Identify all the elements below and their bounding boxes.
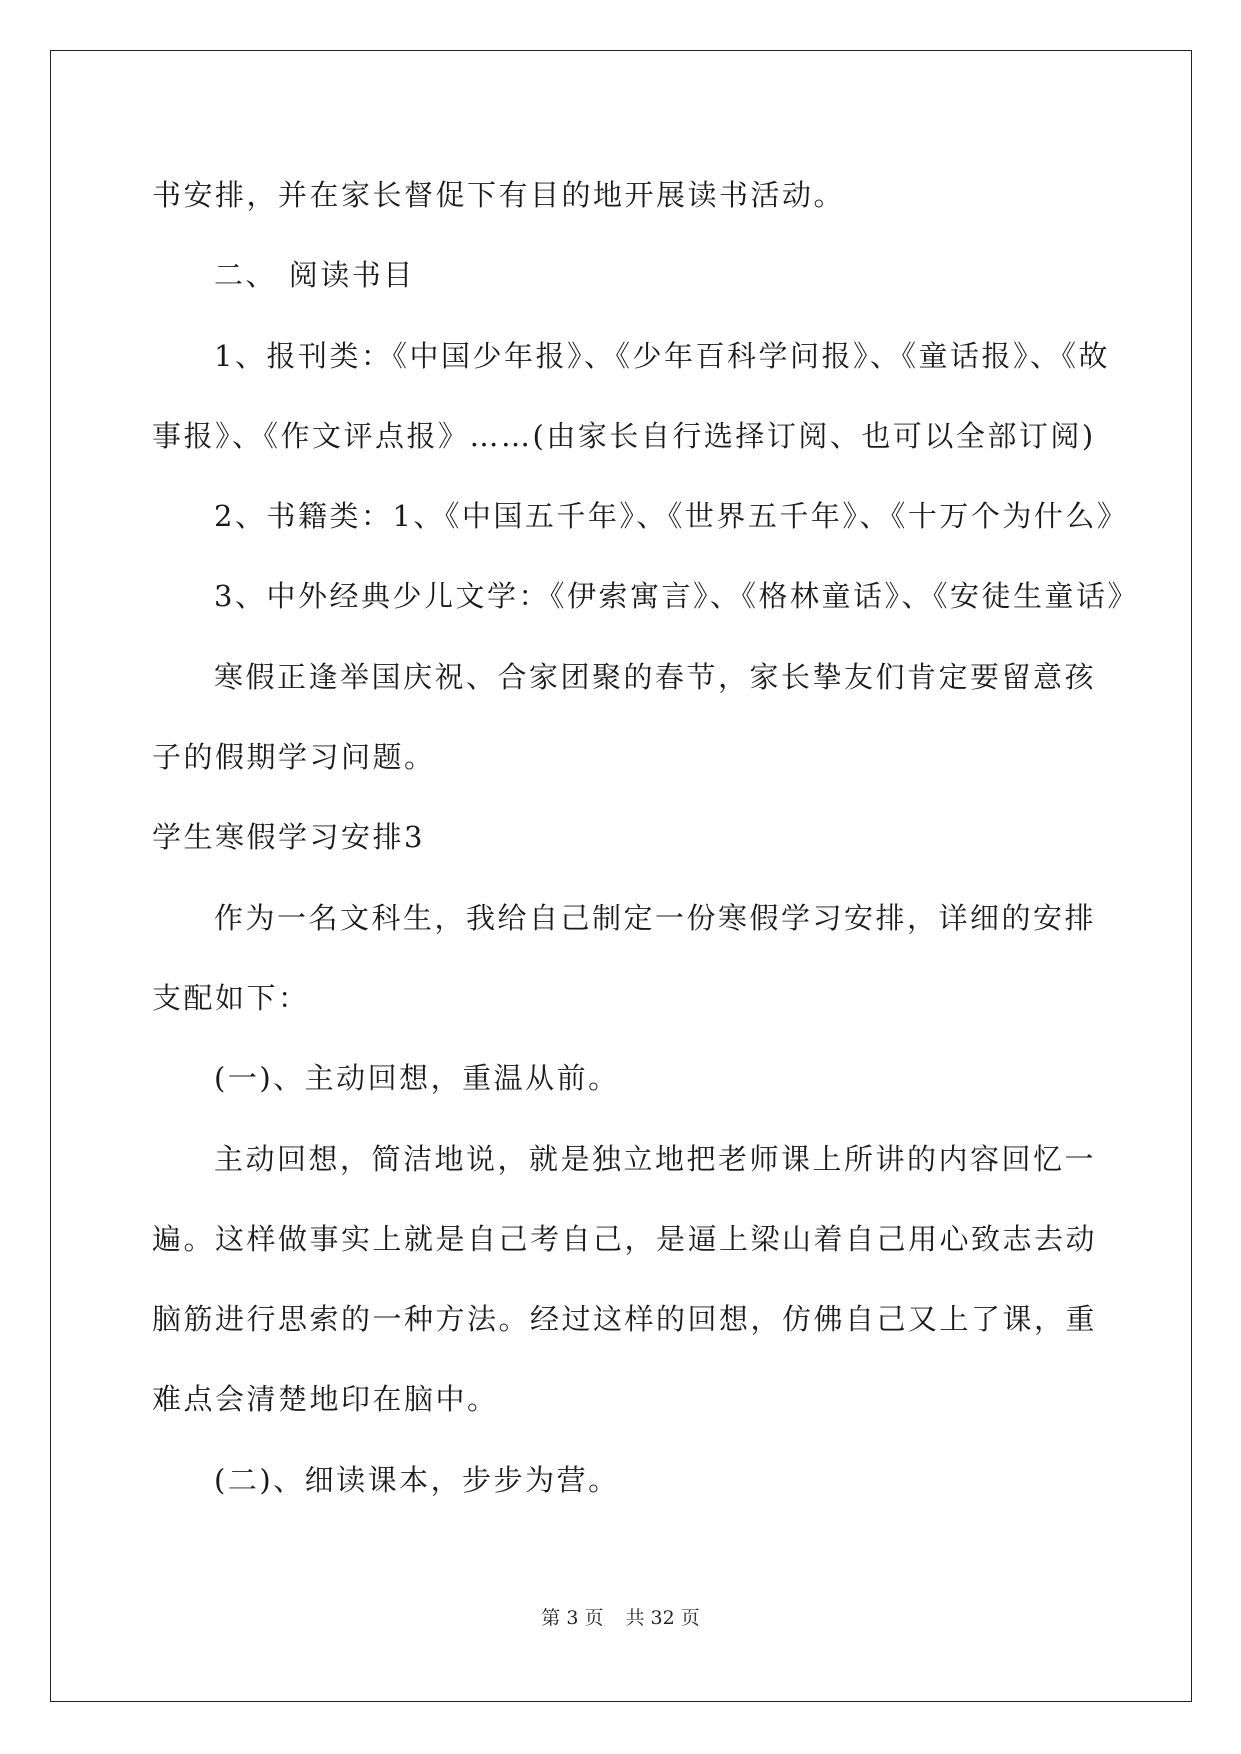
text-line: 二、 阅读书目 — [214, 258, 415, 293]
text-line: (二)、细读课本，步步为营。 — [214, 1462, 620, 1497]
page-footer — [0, 1603, 1241, 1630]
text-line: 难点会清楚地印在脑中。 — [152, 1382, 499, 1417]
text-line: 作为一名文科生，我给自己制定一份寒假学习安排，详细的安排 — [214, 900, 1097, 935]
text-line: (一)、主动回想，重温从前。 — [214, 1061, 620, 1096]
document-body — [152, 155, 1139, 1520]
text-line: 遍。这样做事实上就是自己考自己，是逼上梁山着自己用心致志去动 — [152, 1221, 1098, 1256]
page-total: 共 32 页 — [625, 1607, 700, 1629]
text-line: 寒假正逢举国庆祝、合家团聚的春节，家长挚友们肯定要留意孩 — [214, 659, 1097, 694]
text-line: 事报》、《作文评点报》……(由家长自行选择订阅、也可以全部订阅) — [152, 418, 1096, 453]
text-line: 2、书籍类：1、《中国五千年》、《世界五千年》、《十万个为什么》 — [214, 499, 1129, 534]
page-number: 第 3 页 — [541, 1607, 604, 1629]
text-line: 书安排，并在家长督促下有目的地开展读书活动。 — [152, 178, 846, 212]
text-line: 1、报刊类：《中国少年报》、《少年百科学问报》、《童话报》、《故 — [214, 338, 1110, 373]
text-line: 学生寒假学习安排3 — [152, 820, 425, 855]
text-line: 主动回想，简洁地说，就是独立地把老师课上所讲的内容回忆一 — [214, 1141, 1097, 1176]
text-line: 脑筋进行思索的一种方法。经过这样的回想，仿佛自己又上了课，重 — [152, 1302, 1098, 1337]
text-line: 支配如下： — [152, 980, 310, 1015]
text-line: 3、中外经典少儿文学：《伊索寓言》、《格林童话》、《安徒生童话》 — [214, 579, 1139, 614]
text-line: 子的假期学习问题。 — [152, 740, 436, 775]
